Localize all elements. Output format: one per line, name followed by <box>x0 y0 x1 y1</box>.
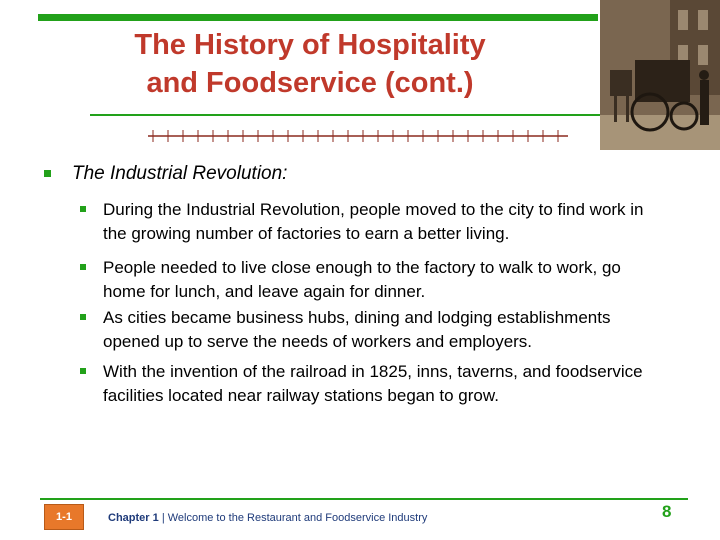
carriage-photo <box>600 0 720 150</box>
sub-bullet-item <box>76 306 666 354</box>
top-accent-bar <box>38 14 598 21</box>
timeline-graphic <box>148 120 568 150</box>
footer-chapter-title: | Welcome to the Restaurant and Foodservice Industry <box>161 512 428 524</box>
sub-bullet-text: During the Industrial Revolution, people moved to the city to find work in the growing number of factories to earn a better living. <box>103 200 644 243</box>
bullet-marker <box>80 206 86 212</box>
bullet-marker <box>80 314 86 320</box>
bullet-marker <box>80 368 86 374</box>
sub-bullet-item <box>76 198 666 246</box>
sub-bullet-text: People needed to live close enough to the factory to walk to work, go home for lunch, and leave again for dinner. <box>103 258 621 301</box>
slide-tag: 1-1 <box>44 504 84 530</box>
sub-bullet-item <box>76 360 666 408</box>
footer-chapter <box>108 512 427 524</box>
slide-title-line-1: The History of Hospitality <box>134 29 486 61</box>
main-bullet-text: The Industrial Revolution: <box>72 163 288 184</box>
slide-title-line-2: and Foodservice (cont.) <box>146 67 474 99</box>
footer-chapter-label: Chapter 1 <box>108 512 159 524</box>
main-bullet-marker <box>44 170 51 177</box>
footer-divider <box>40 498 688 500</box>
sub-bullet-item <box>76 256 666 304</box>
sub-bullet-text: As cities became business hubs, dining and lodging establishments opened up to serve the needs of workers and employers. <box>103 308 611 351</box>
sub-bullet-text: With the invention of the railroad in 1825, inns, taverns, and foodservice facilities located near railway stations began to grow. <box>103 362 643 405</box>
title-underline <box>90 114 600 116</box>
page-number: 8 <box>662 502 672 521</box>
bullet-marker <box>80 264 86 270</box>
sub-bullet-list <box>76 198 666 418</box>
timeline-decoration <box>148 120 568 150</box>
carriage-photo-illustration <box>600 0 720 150</box>
slide-title <box>60 26 560 102</box>
